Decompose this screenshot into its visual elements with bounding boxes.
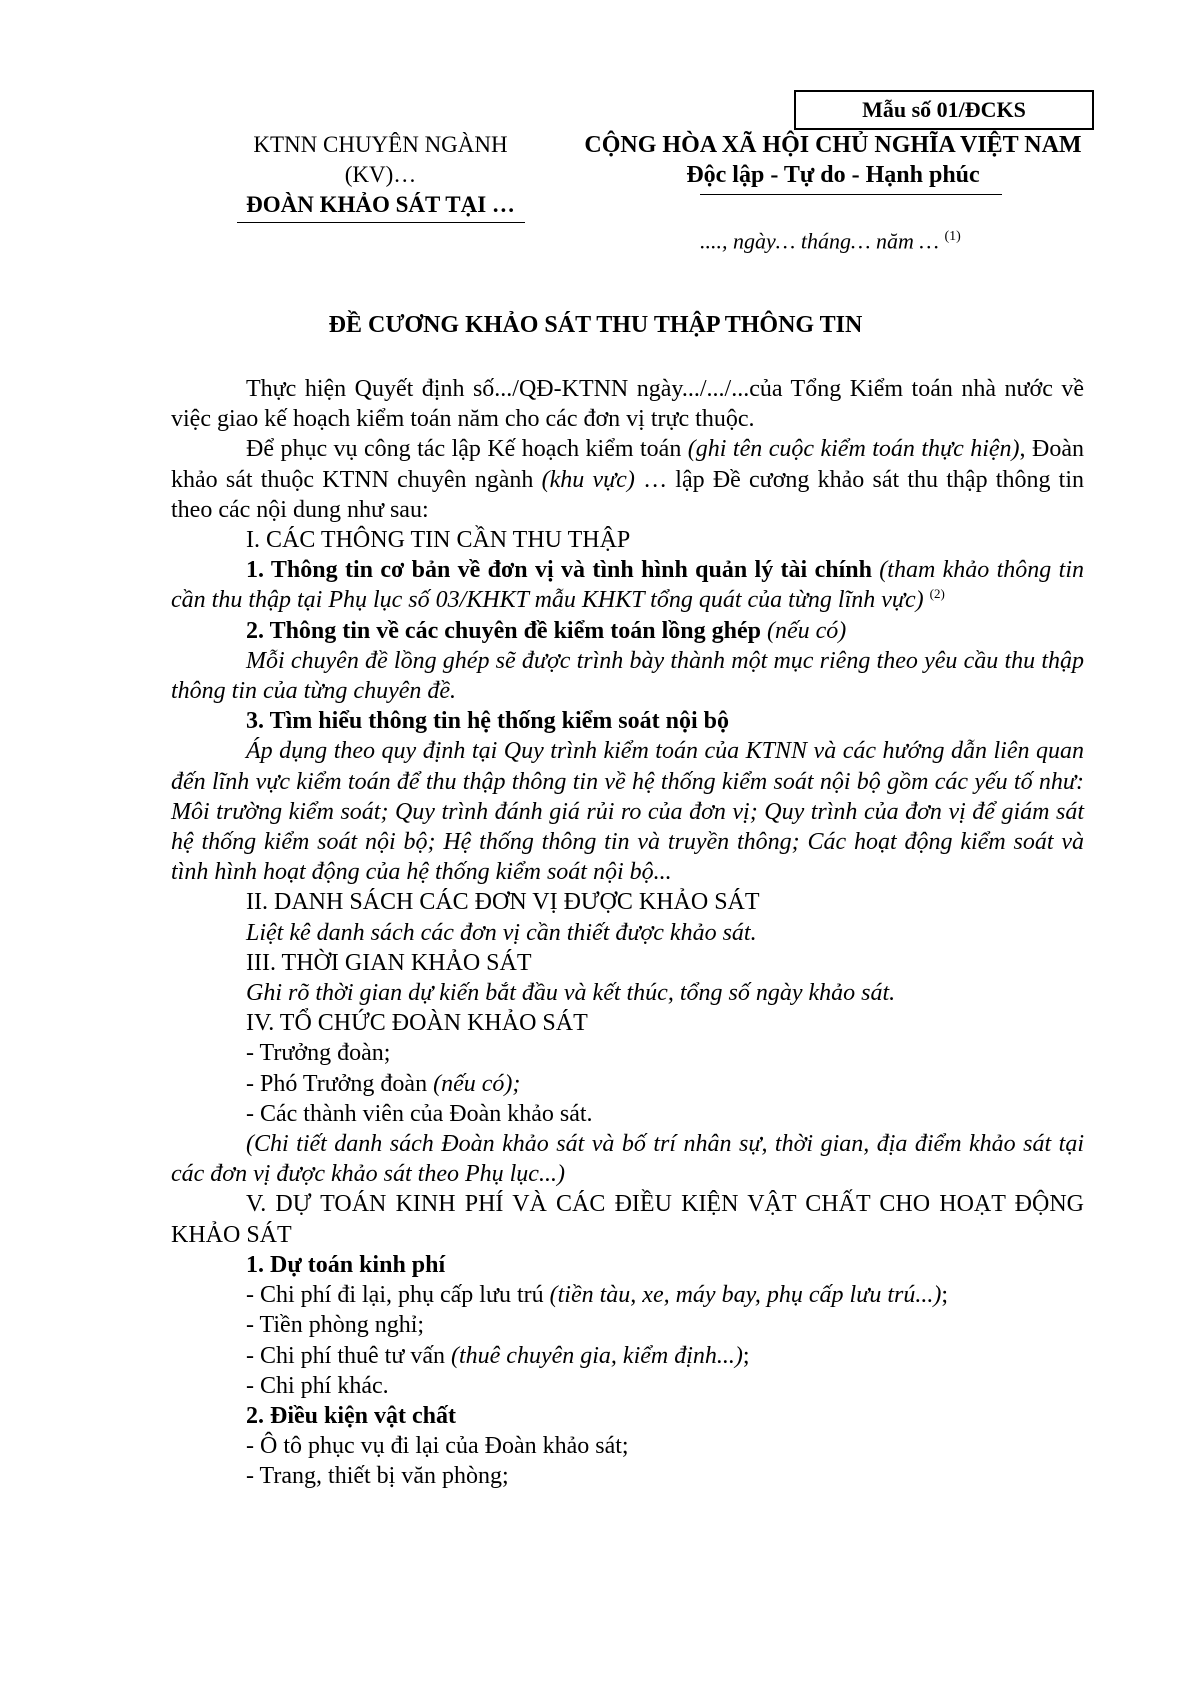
form-number-box: Mẫu số 01/ĐCKS xyxy=(794,90,1094,130)
section-5-sub-2: 2. Điều kiện vật chất xyxy=(246,1402,456,1429)
deputy-leader-item: - Phó Trưởng đoàn (nếu có); xyxy=(246,1070,521,1097)
section-1-item-2: 2. Thông tin về các chuyên đề kiểm toán lồng ghép (nếu có) xyxy=(246,617,847,644)
document-title: ĐỀ CƯƠNG KHẢO SÁT THU THẬP THÔNG TIN xyxy=(328,312,863,338)
national-header xyxy=(568,130,1098,190)
section-1-item-3: 3. Tìm hiểu thông tin hệ thống kiểm soát nội bộ xyxy=(246,708,729,735)
condition-item-car: - Ô tô phục vụ đi lại của Đoàn khảo sát; xyxy=(246,1433,629,1460)
section-4-heading: IV. TỔ CHỨC ĐOÀN KHẢO SÁT xyxy=(246,1010,588,1037)
agency-name: KTNN CHUYÊN NGÀNH xyxy=(253,132,508,157)
agency-header xyxy=(228,130,533,220)
cost-item-other: - Chi phí khác. xyxy=(246,1372,389,1399)
team-detail-note: (Chi tiết danh sách Đoàn khảo sát và bố trí nhân sự, thời gian, địa điểm khảo sát tại các đơn vị được khảo sát theo Phụ lục...) xyxy=(171,1131,1084,1188)
section-2-desc: Liệt kê danh sách các đơn vị cần thiết được khảo sát. xyxy=(246,919,757,946)
team-members-item: - Các thành viên của Đoàn khảo sát. xyxy=(246,1100,593,1127)
section-1-heading: I. CÁC THÔNG TIN CẦN THU THẬP xyxy=(246,527,631,554)
document-body xyxy=(171,374,1084,1492)
intro-paragraph-2: Để phục vụ công tác lập Kế hoạch kiểm toán (ghi tên cuộc kiểm toán thực hiện), Đoàn khảo sát thuộc KTNN chuyên ngành (khu vực) … lập Đề cương khảo sát thu thập thông tin theo các nội dung như sau: xyxy=(171,436,1085,523)
cost-item-lodging: - Tiền phòng nghỉ; xyxy=(246,1312,425,1339)
intro-paragraph-1: Thực hiện Quyết định số.../QĐ-KTNN ngày.../.../...của Tổng Kiểm toán nhà nước về việc giao kế hoạch kiểm toán năm cho các đơn vị trực thuộc. xyxy=(171,376,1084,433)
survey-team-name: ĐOÀN KHẢO SÁT TẠI … xyxy=(246,192,515,217)
motto-underline xyxy=(700,194,1002,195)
national-motto: Độc lập - Tự do - Hạnh phúc xyxy=(686,162,980,188)
agency-region: (KV)… xyxy=(344,162,417,187)
section-1-item-3-desc: Áp dụng theo quy định tại Quy trình kiểm toán của KTNN và các hướng dẫn liên quan đến lĩnh vực kiểm toán để thu thập thông tin về hệ thống kiểm soát nội bộ gồm các yếu tố như: Môi trường kiểm soát; Quy trình đánh giá rủi ro của đơn vị; Quy trình của đơn vị để giám sát hệ thống kiểm soát nội bộ; Hệ thống thông tin và truyền thông; Các hoạt động kiểm soát và tình hình hoạt động của hệ thống kiểm soát nội bộ... xyxy=(171,738,1084,886)
date-footnote: (1) xyxy=(944,229,961,244)
section-1-item-1: 1. Thông tin cơ bản về đơn vị và tình hình quản lý tài chính (tham khảo thông tin cần thu thập tại Phụ lục số 03/KHKT mẫu KHKT tổng quát của từng lĩnh vực) $^{(2)}$ xyxy=(171,557,1084,614)
national-title: CỘNG HÒA XÃ HỘI CHỦ NGHĨA VIỆT NAM xyxy=(584,132,1082,158)
date-line xyxy=(700,222,1100,256)
cost-item-travel: - Chi phí đi lại, phụ cấp lưu trú (tiền tàu, xe, máy bay, phụ cấp lưu trú...); xyxy=(246,1282,948,1309)
condition-item-equipment: - Trang, thiết bị văn phòng; xyxy=(246,1463,509,1490)
date-text: ...., ngày… tháng… năm … xyxy=(700,228,939,254)
section-5-sub-1: 1. Dự toán kinh phí xyxy=(246,1251,446,1278)
section-5-heading: V. DỰ TOÁN KINH PHÍ VÀ CÁC ĐIỀU KIỆN VẬT CHẤT CHO HOẠT ĐỘNG KHẢO SÁT xyxy=(171,1191,1084,1248)
team-leader-item: - Trưởng đoàn; xyxy=(246,1040,391,1067)
section-1-item-2-desc: Mỗi chuyên đề lồng ghép sẽ được trình bày thành một mục riêng theo yêu cầu thu thập thông tin của từng chuyên đề. xyxy=(171,647,1084,705)
section-3-heading: III. THỜI GIAN KHẢO SÁT xyxy=(246,949,532,976)
section-3-desc: Ghi rõ thời gian dự kiến bắt đầu và kết thúc, tổng số ngày khảo sát. xyxy=(246,980,896,1007)
section-2-heading: II. DANH SÁCH CÁC ĐƠN VỊ ĐƯỢC KHẢO SÁT xyxy=(246,889,760,916)
agency-underline xyxy=(237,222,525,223)
cost-item-consulting: - Chi phí thuê tư vấn (thuê chuyên gia, kiểm định...); xyxy=(246,1342,750,1369)
